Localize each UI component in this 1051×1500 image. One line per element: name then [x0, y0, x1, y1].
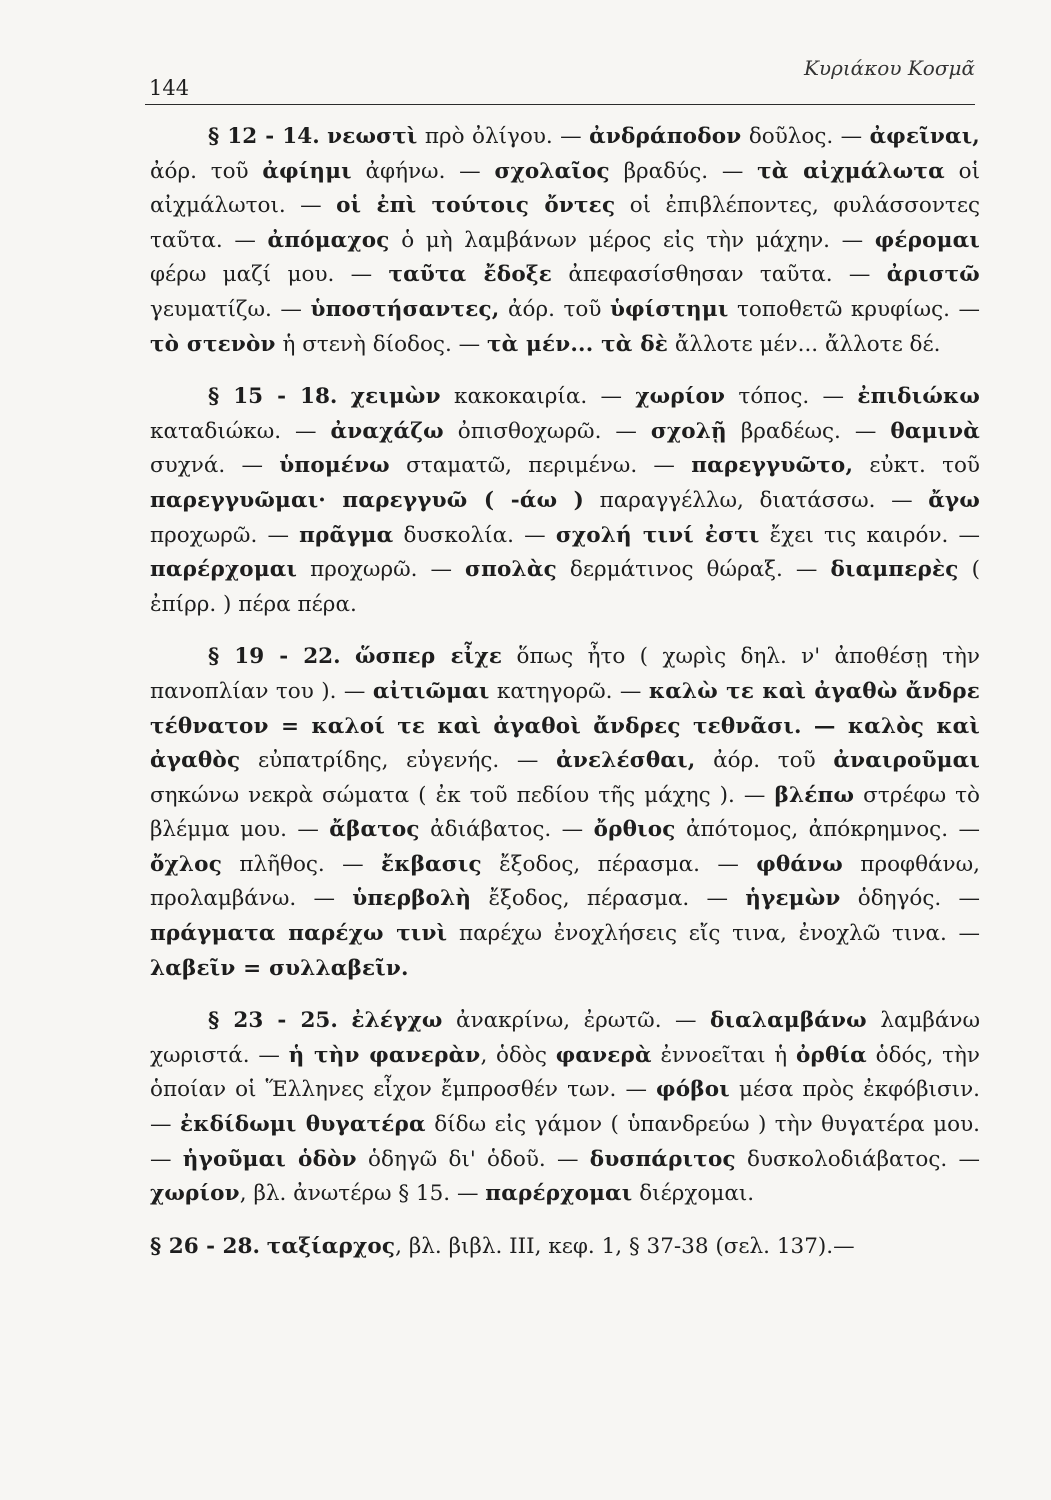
section-paragraph [150, 380, 980, 622]
gloss: ἀόρ. τοῦ [150, 158, 263, 184]
lemma: ταξίαρχος [266, 1233, 396, 1259]
section-number: § 15 - 18. [208, 384, 338, 410]
lemma: τὰ αἰχμάλωτα [757, 158, 945, 184]
lemma: χειμὼν [350, 384, 441, 410]
lemma: πράγματα παρέχω τινὶ [150, 921, 448, 947]
lemma: ὀρθία [795, 1042, 867, 1068]
section-number: § 12 - 14. [208, 124, 320, 149]
section-paragraph [150, 1004, 980, 1212]
lemma: χωρίον [635, 384, 726, 410]
lemma: παρέρχομαι [485, 1181, 633, 1207]
lemma: σχολαῖος [494, 158, 610, 184]
lemma: ἐλέγχω [351, 1008, 443, 1034]
gloss: ἀνακρίνω, ἐρωτῶ. — [442, 1008, 710, 1034]
lemma: ταῦτα ἔδοξε [388, 262, 553, 288]
gloss: ἀπεφασίσθησαν ταῦτα. — [552, 262, 887, 288]
lemma: φθάνω [756, 851, 843, 877]
gloss: ἀπότομος, ἀπόκρημνος. — [675, 817, 980, 843]
lemma: ἡ τὴν φανερὰν [288, 1042, 481, 1068]
gloss: δερμάτινος θώραξ. — [556, 557, 831, 583]
gloss: ἔχει τις καιρόν. — [759, 522, 981, 548]
gloss: γευματίζω. — [150, 296, 311, 322]
gloss: εὐκτ. τοῦ [853, 453, 980, 479]
gloss: φέρω μαζί μου. — [150, 262, 389, 288]
gloss: ( ἐπίρρ. ) πέρα πέρα. [150, 557, 980, 617]
lemma: λαβεῖν = συλλαβεῖν. [150, 955, 409, 981]
lemma: ἀνδράποδον [589, 124, 742, 149]
gloss: οἱ αἰχμάλωτοι. — [150, 158, 980, 219]
lemma: χωρίον [150, 1181, 240, 1207]
lemma: φέρομαι [874, 227, 980, 253]
section-paragraph [150, 1230, 980, 1265]
gloss: ὁδηγῶ δι' ὁδοῦ. — [356, 1146, 590, 1172]
gloss: ἀόρ. τοῦ [695, 748, 834, 774]
lemma: ἄγω [928, 487, 980, 513]
lemma: ὑπερβολὴ [352, 886, 472, 912]
lemma: τὰ μέν... τὰ δὲ [486, 331, 669, 357]
lemma: ἀπόμαχος [267, 227, 390, 253]
lemma: φανερὰ [555, 1042, 652, 1068]
lemma: ἄβατος [329, 817, 420, 843]
lemma: ἐπιδιώκω [857, 384, 980, 410]
gloss: ὁδός, τὴν ὁποίαν οἱ Ἕλληνες εἶχον ἔμπροσθέν των. — [150, 1042, 980, 1103]
lemma: φόβοι [656, 1077, 730, 1103]
lemma: νεωστὶ [327, 124, 418, 149]
lemma: σχολῇ [650, 418, 727, 444]
gloss: ἔξοδος, πέρασμα. — [481, 851, 757, 877]
lemma: αἰτιῶμαι [372, 678, 490, 704]
lemma: ἀνελέσθαι, [556, 748, 696, 774]
gloss: ἔξοδος, πέρασμα. — [471, 886, 746, 912]
gloss: , ὁδὸς [480, 1042, 556, 1068]
gloss: δυσκολοδιάβατος. — [735, 1146, 981, 1172]
lemma: ἀφίημι [262, 158, 352, 184]
lemma: θαμινὰ [890, 418, 981, 444]
lemma: ὄχλος [150, 851, 222, 877]
gloss: σταματῶ, περιμένω. — [389, 453, 692, 479]
lemma: ἔκβασις [381, 851, 482, 877]
gloss: δυσκολία. — [393, 522, 556, 548]
commentary-text [150, 120, 980, 1282]
lemma: ὑποστήσαντες, [310, 296, 500, 322]
lemma: βλέπω [774, 782, 855, 808]
gloss: ὅπως ἦτο ( χωρὶς δηλ. ν' ἀποθέσῃ τὴν πανοπλίαν του ). — [150, 644, 980, 704]
section-number: § 26 - 28. [150, 1233, 260, 1259]
gloss: πρὸ ὀλίγου. — [417, 124, 590, 149]
lemma: οἱ ἐπὶ τούτοις ὄντες [336, 193, 616, 219]
lemma: ὥσπερ εἶχε [355, 644, 503, 670]
gloss: μέσα πρὸς ἐκφόβισιν. — [150, 1077, 980, 1138]
gloss: ἀόρ. τοῦ [499, 296, 610, 322]
page-number: 144 [149, 76, 190, 100]
lemma: ἡγοῦμαι ὁδὸν [182, 1146, 357, 1172]
gloss: κατηγορῶ. — [489, 678, 649, 704]
gloss: σηκώνω νεκρὰ σώματα ( ἐκ τοῦ πεδίου τῆς μάχης ). — [150, 782, 775, 808]
gloss: ἄλλοτε μέν... ἄλλοτε δέ. [668, 331, 941, 357]
gloss: προχωρῶ. — [150, 522, 300, 548]
gloss: δοῦλος. — [741, 124, 870, 149]
gloss: , βλ. ἀνωτέρω § 15. — [239, 1181, 486, 1207]
lemma: παρεγγυῶμαι· παρεγγυῶ ( -άω ) [150, 487, 585, 513]
lemma: ἀναχάζω [330, 418, 444, 444]
gloss: συχνά. — [150, 453, 280, 479]
section-paragraph [150, 640, 980, 986]
page-header [145, 56, 975, 105]
lemma: καλὼ τε καὶ ἀγαθὼ ἄνδρε τέθνατον = καλοί τε καὶ ἀγαθοὶ ἄνδρες τεθνᾶσι. — καλὸς καὶ ἀγαθὸς [150, 678, 980, 774]
gloss: ὀπισθοχωρῶ. — [443, 418, 651, 444]
lemma: διαμπερὲς [830, 557, 959, 583]
gloss: πλῆθος. — [222, 851, 381, 877]
lemma: τὸ στενὸν [150, 331, 276, 357]
section-paragraph [150, 120, 980, 362]
gloss: λαμβάνω χωριστά. — [150, 1008, 980, 1068]
gloss: ἀφήνω. — [351, 158, 495, 184]
lemma: ἐκδίδωμι θυγατέρα [179, 1112, 426, 1138]
gloss: κακοκαιρία. — [440, 384, 636, 410]
gloss: παρέχω ἐνοχλήσεις εἴς τινα, ἐνοχλῶ τινα. — [447, 921, 980, 947]
gloss: προφθάνω, προλαμβάνω. — [150, 851, 980, 912]
running-title: Κυριάκου Κοσμᾶ [803, 56, 975, 80]
lemma: δυσπάριτος [589, 1146, 736, 1172]
gloss: οἱ ἐπιβλέποντες, φυλάσσοντες ταῦτα. — [150, 193, 980, 253]
gloss: τόπος. — [725, 384, 858, 410]
gloss: εὐπατρίδης, εὐγενής. — [240, 748, 557, 774]
section-number: § 23 - 25. [208, 1008, 338, 1034]
gloss: βραδέως. — [726, 418, 891, 444]
lemma: ὑπομένω [279, 453, 390, 479]
gloss: , βλ. βιβλ. III, κεφ. 1, § 37-38 (σελ. 137).— [395, 1233, 855, 1259]
lemma: σπολὰς [465, 557, 557, 583]
gloss: προχωρῶ. — [297, 557, 466, 583]
lemma: παρεγγυῶτο, [691, 453, 854, 479]
gloss: διέρχομαι. [632, 1181, 755, 1207]
lemma: πρᾶγμα [299, 522, 394, 548]
gloss: ὁ μὴ λαμβάνων μέρος εἰς τὴν μάχην. — [389, 227, 875, 253]
lemma: ἀφεῖναι, [869, 124, 980, 149]
gloss: δίδω εἰς γάμον ( ὑπανδρεύω ) τὴν θυγατέρα μου. — [150, 1112, 980, 1172]
gloss: ἡ στενὴ δίοδος. — [275, 331, 487, 357]
lemma: παρέρχομαι [150, 557, 298, 583]
gloss: βραδύς. — [609, 158, 758, 184]
lemma: διαλαμβάνω [709, 1008, 867, 1034]
lemma: ἀναιροῦμαι [833, 748, 980, 774]
gloss: ὁδηγός. — [840, 886, 981, 912]
gloss: ἀδιάβατος. — [419, 817, 594, 843]
lemma: ὑφίστημι [609, 296, 729, 322]
lemma: σχολή τινί ἐστι [555, 522, 760, 548]
lemma: ὄρθιος [593, 817, 676, 843]
gloss: τοποθετῶ κρυφίως. — [728, 296, 981, 322]
gloss: καταδιώκω. — [150, 418, 331, 444]
gloss: παραγγέλλω, διατάσσω. — [584, 487, 929, 513]
lemma: ἡγεμὼν [745, 886, 841, 912]
lemma: ἀριστῶ [886, 262, 980, 288]
section-number: § 19 - 22. [208, 644, 341, 670]
gloss: στρέφω τὸ βλέμμα μου. — [150, 782, 980, 843]
gloss: ἐννοεῖται ἡ [651, 1042, 796, 1068]
